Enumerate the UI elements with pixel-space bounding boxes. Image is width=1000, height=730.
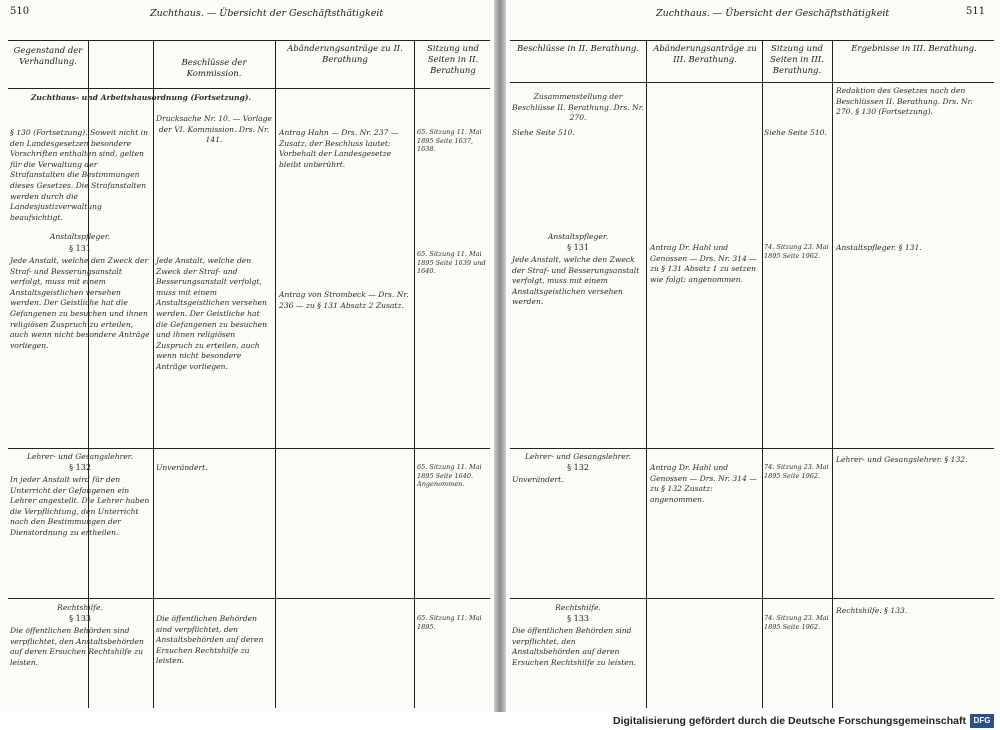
column-header-resolutions: Beschlüsse in II. Berathung. [517,44,639,54]
block-body: § 130 (Fortsetzung). Soweit nicht in den Landesgesetzen besondere Vorschriften enthalten sind, gelten für die Verwaltung der Strafanstalten die Bestimmungen dieses Gesetzes. Die Strafanstalten werden durch die Landesjustizverwaltung beaufsichtigt. [10,128,148,222]
amendment-text: Antrag von Strombeck — Drs. Nr. 236 — zu § 131 Absatz 2 Zusatz. [279,290,409,310]
block-heading: Zusammenstellung der Beschlüsse II. Berathung. Drs. Nr. 270. [512,92,644,123]
section-heading: Lehrer- und Gesangslehrer. [525,452,631,461]
session-reference: 74. Sitzung 23. Mai 1895 Seite 1962. [764,243,829,260]
session-reference: 74. Sitzung 23. Mai 1895 Seite 1962. [764,463,829,480]
column-header-commission: Beschlüsse der Kommission. [181,58,247,79]
block-heading: Zuchthaus- und Arbeitshausordnung (Fortsetzung). [30,93,252,102]
section-heading: Anstaltspfleger. [547,232,609,241]
column-header-amendments: Abänderungsanträge zu III. Berathung. [653,44,757,65]
page-number: 511 [966,6,986,17]
section-number: § 133 [69,614,91,623]
section-number: § 131 [567,243,589,252]
block-body: In jeder Anstalt wird für den Unterricht der Gefangenen ein Lehrer angestellt. Die Lehrer haben die Verpflichtung, den Unterricht nach den Bestimmungen der Dienstordnung zu ertheilen. [10,475,150,537]
footer-text: Digitalisierung gefördert durch die Deutsche Forschungsgemeinschaft [613,715,966,727]
session-reference: Siehe Seite 510. [764,128,827,137]
column-header-subject: Gegenstand der Verhandlung. [13,46,83,67]
section-heading: Lehrer- und Gesangslehrer. [27,452,133,461]
page-number: 510 [10,6,30,17]
commission-note: Unverändert. [156,463,208,472]
result-text: Anstaltspfleger. § 131. [836,243,922,252]
block-body: Die öffentlichen Behörden sind verpflichtet, den Anstaltsbehörden auf deren Ersuchen Rechtshilfe zu leisten. [512,626,637,667]
result-text: Redaktion des Gesetzes nach den Beschlüssen II. Berathung. Drs. Nr. 270. § 130 (Fortsetzung). [836,86,973,117]
footer [0,712,1000,730]
amendment-text: Antrag Dr. Hahl und Genossen — Drs. Nr. 314 — zu § 131 Absatz 1 zu setzen wie folgt: angenommen. [650,243,757,284]
column-header-session: Sitzung und Seiten in II. Berathung [427,44,479,76]
running-head: Zuchthaus. — Übersicht der Geschäftsthätigkeit [656,8,890,19]
book-gutter [494,0,506,712]
block-body: Siehe Seite 510. [512,128,575,137]
commission-reference: Drucksache Nr. 10. — Vorlage der VI. Kommission. Drs. Nr. 141. [156,114,273,145]
section-number: § 131 [69,244,91,253]
result-text: Rechtshilfe. § 133. [836,606,908,615]
session-reference: 65. Sitzung 11. Mai 1895 Seite 1639 und 1640. [417,250,486,275]
column-header-result: Ergebnisse in III. Berathung. [851,44,977,54]
section-number: § 132 [567,463,589,472]
column-header-session: Sitzung und Seiten in III. Berathung. [770,44,824,76]
dfg-logo: DFG [970,714,994,728]
commission-body: Jede Anstalt, welche den Zweck der Straf- und Besserungsanstalt verfolgt, muss mit einem Anstaltsgeistlichen versehen werden. Der Geistliche hat die Gefangenen zu besuchen und ihnen religiösen Zuspruch zu erteilen, auch wenn nicht besondere Anträge vorliegen. [156,256,268,371]
block-body: Unverändert. [512,475,564,484]
block-body: Jede Anstalt, welche den Zweck der Straf- und Besserungsanstalt verfolgt, muss mit einem Anstaltsgeistlichen versehen werden. [512,255,640,307]
left-page [0,0,494,712]
amendment-text: Antrag Dr. Hahl und Genossen — Drs. Nr. 314 — zu § 132 Zusatz: angenommen. [650,463,757,504]
commission-body: Die öffentlichen Behörden sind verpflichtet, den Anstaltsbehörden auf deren Ersuchen Rechtshilfe zu leisten. [156,614,264,666]
column-header-amendments: Abänderungsanträge zu II. Berathung [287,44,403,65]
section-heading: Rechtshilfe. [555,603,601,612]
running-head: Zuchthaus. — Übersicht der Geschäftsthätigkeit [150,8,384,19]
right-page [506,0,1000,712]
section-heading: Anstaltspfleger. [49,232,111,241]
session-reference: 74. Sitzung 23. Mai 1895 Seite 1962. [764,614,829,631]
session-reference: 65. Sitzung 11. Mai 1895. [417,614,482,631]
result-text: Lehrer- und Gesangslehrer. § 132. [836,455,968,464]
session-reference: 65. Sitzung 11. Mai 1895 Seite 1637, 1638. [417,128,482,153]
session-reference: 65. Sitzung 11. Mai 1895 Seite 1640. Angenommen. [417,463,482,488]
block-body: Jede Anstalt, welche den Zweck der Straf- und Besserungsanstalt verfolgt, muss mit einem Anstaltsgeistlichen versehen werden. Der Geistliche hat die Gefangenen zu besuchen und ihnen religiösen Zuspruch zu erteilen, auch wenn nicht besondere Anträge vorliegen. [10,256,150,350]
block-body: Die öffentlichen Behörden sind verpflichtet, den Anstaltsbehörden auf deren Ersuchen Rechtshilfe zu leisten. [10,626,144,667]
section-number: § 133 [567,614,589,623]
section-heading: Rechtshilfe. [57,603,103,612]
section-number: § 132 [69,463,91,472]
amendment-text: Antrag Hahn — Drs. Nr. 237 — Zusatz, der Beschluss lautet: Vorbehalt der Landesgesetze bleibt unberührt. [279,128,399,169]
